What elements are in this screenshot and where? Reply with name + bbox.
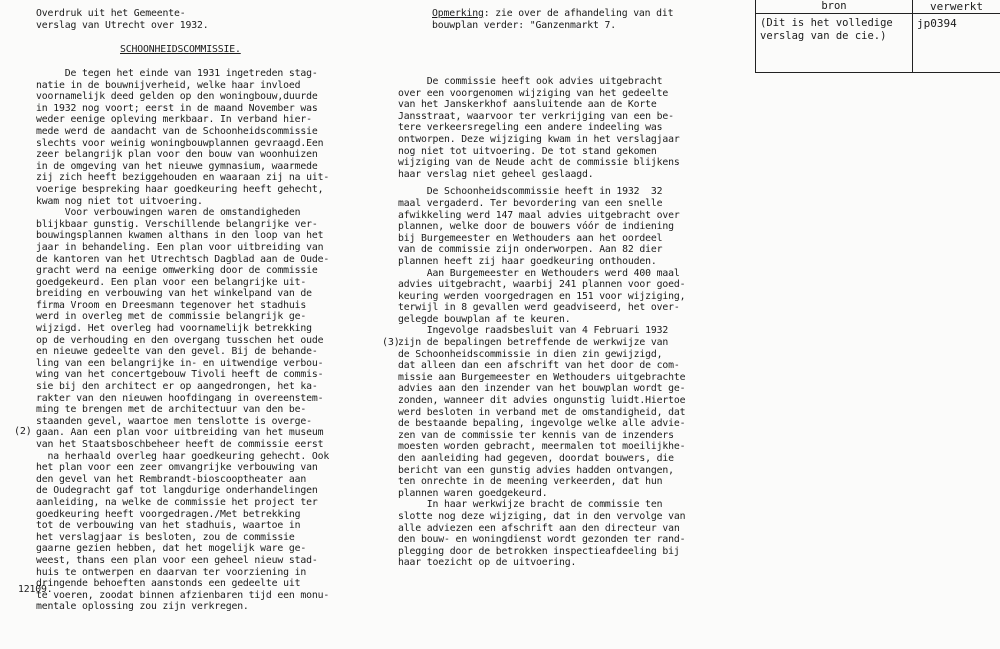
text-line: weest, thans een plan voor een geheel nieuw stad-	[36, 554, 318, 566]
section-title: SCHOONHEIDSCOMMISSIE.	[120, 44, 241, 55]
archive-cell-verwerkt: jp0394	[913, 14, 1000, 73]
note-line-2: bouwplan verder: "Ganzenmarkt 7.	[432, 19, 616, 31]
text-line: missie aan Burgemeester en Wethouders uitgebrachte	[398, 371, 686, 383]
text-line: afwikkeling werd 147 maal advies uitgebracht over	[398, 209, 680, 221]
text-line: De commissie heeft ook advies uitgebracht	[398, 76, 663, 87]
text-line: wing van het concertgebouw Tivoli heeft de commis-	[36, 369, 324, 381]
margin-mark-2: (2)	[14, 426, 32, 437]
text-line: ontworpen. Deze wijziging kwam in het verslagjaar	[398, 133, 680, 145]
text-line: plannen, welke door de bouwers vóór de indiening	[398, 221, 674, 233]
text-line: gaan. Aan een plan voor uitbreiding van het museum	[36, 427, 324, 439]
text-line: firma Vroom en Dreesmann tegenover het stadhuis	[36, 299, 307, 311]
print-source-header	[36, 8, 336, 31]
archive-table	[755, 0, 1000, 73]
text-line: tot de verbouwing van het stadhuis, waartoe in	[36, 520, 301, 532]
text-line: terwijl in 8 gevallen werd geadviseerd, het over-	[398, 302, 680, 314]
text-line: het plan voor een zeer omvangrijke verbouwing van	[36, 462, 318, 474]
archive-cell-bron	[756, 14, 913, 73]
text-line: in de omgeving van het nieuwe gymnasium, waarmede	[36, 160, 318, 172]
text-line: kwam nog niet tot uitvoering.	[36, 195, 203, 207]
text-line: dringende behoeften aanstonds een gedeelte uit	[36, 578, 301, 590]
archive-bron-line-2: verslag van de cie.)	[760, 30, 887, 42]
text-line: ming te brengen met de architectuur van den be-	[36, 404, 307, 416]
text-line: in 1932 nog voort; eerst in de maand November was	[36, 102, 318, 114]
page-number: 12109.	[18, 584, 53, 595]
text-line: werd besloten in verband met de omstandigheid, dat	[398, 406, 686, 418]
text-line: ling van een belangrijke in- en uitwendige verbou-	[36, 357, 324, 369]
text-line: blijkbaar gunstig. Verschillende belangrijke ver-	[36, 218, 318, 230]
text-line: tere verkeersregeling een andere indeeling was	[398, 122, 663, 134]
text-line: zij zich heeft beziggehouden en waaraan zij na uit-	[36, 172, 330, 184]
text-line: slotte nog deze wijziging, dat in den vervolge van	[398, 510, 686, 522]
note-block	[432, 8, 762, 31]
right-column	[398, 76, 748, 569]
text-line: het verslagjaar is besloten, zou de commissie	[36, 531, 295, 543]
text-line: den bouw- en woningdienst wordt gezonden ter rand-	[398, 534, 686, 546]
text-line: wijzigd. Het overleg had voornamelijk betrekking	[36, 323, 312, 335]
text-line: van het Staatsboschbeheer heeft de commissie eerst	[36, 439, 324, 450]
text-line: de bestaande bepaling, ingevolge welke alle advie-	[398, 418, 686, 430]
text-line: breiding en verbouwing van het winkelpand van de	[36, 288, 312, 300]
text-line: en nieuwe gedeelte van den gevel. Bij de behande-	[36, 346, 318, 358]
note-label: Opmerking	[432, 8, 484, 19]
text-line: voerige bespreking haar goedkeuring heeft gehecht,	[36, 183, 324, 195]
text-line: over een voorgenomen wijziging van het gedeelte	[398, 87, 669, 99]
text-line: van de commissie zijn onderworpen. Aan 82 dier	[398, 244, 663, 256]
text-line: voornamelijk deed gelden op den woningbouw,duurde	[36, 91, 318, 103]
text-line: mentale oplossing zou zijn verkregen.	[36, 601, 249, 613]
text-line: dat alleen dan een afschrift van het door de com-	[398, 360, 680, 372]
text-line: Voor verbouwingen waren de omstandigheden	[36, 207, 301, 219]
text-line: advies uitgebracht, waarbij 241 plannen voor goed-	[398, 279, 686, 291]
archive-header-verwerkt: verwerkt	[913, 0, 1000, 14]
header-line-2: verslag van Utrecht over 1932.	[36, 19, 209, 31]
text-line: zeer belangrijk plan voor den bouw van woonhuizen	[36, 149, 318, 161]
left-column	[36, 68, 348, 613]
text-line: natie in de bouwnijverheid, welke haar invloed	[36, 79, 301, 91]
text-line: op de verhouding en den overgang tusschen het oude	[36, 334, 324, 346]
note-text-1: : zie over de afhandeling van dit	[483, 8, 674, 19]
text-line: moesten worden gebracht, meermalen tot moeilijkhe-	[398, 441, 686, 453]
text-line: goedgekeurd. Een plan voor een belangrijke uit-	[36, 276, 307, 288]
text-line: keuring werden voorgedragen en 151 voor wijziging,	[398, 290, 686, 302]
archive-header-bron: bron	[756, 0, 913, 14]
text-line: haar toezicht op de uitvoering.	[398, 557, 577, 569]
text-line: de Schoonheidscommissie in dien zin gewijzigd,	[398, 348, 663, 360]
text-line: gaarne gezien hebben, dat het mogelijk ware ge-	[36, 543, 307, 555]
text-line: te voeren, zoodat binnen afzienbaren tijd een monu-	[36, 589, 330, 601]
text-line: plannen waren goedgekeurd.	[398, 487, 548, 499]
text-line: Ingevolge raadsbesluit van 4 Februari 1932	[398, 325, 669, 337]
text-line: bericht van een gunstig advies hadden ontvangen,	[398, 464, 674, 476]
text-line: Aan Burgemeester en Wethouders werd 400 maal	[398, 267, 680, 279]
text-line: advies aan den inzender van het bouwplan wordt ge-	[398, 383, 686, 395]
text-line: zijn de bepalingen betreffende de werkwijze van	[398, 337, 669, 349]
text-line: weder eenige opleving merkbaar. In verband hier-	[36, 114, 312, 126]
text-line: ten onrechte in de meening verkeerden, dat hun	[398, 476, 663, 488]
margin-mark-3: (3)	[382, 337, 400, 348]
text-line: den gevel van het Rembrandt-bioscooptheater aan	[36, 473, 307, 485]
text-line: aanleiding, na welke de commissie het project ter	[36, 496, 318, 508]
note-line-1	[432, 8, 762, 20]
text-line: haar verslag niet geheel geslaagd.	[398, 168, 594, 180]
text-line: de Oudegracht gaf tot langdurige onderhandelingen	[36, 485, 318, 497]
text-line: bouwingsplannen kwamen althans in den loop van het	[36, 230, 324, 242]
text-line: staanden gevel, waartoe men tenslotte is overge-	[36, 415, 312, 427]
text-line: bij Burgemeester en Wethouders aan het oordeel	[398, 232, 663, 244]
text-line: den aanleiding had gegeven, doordat bouwers, die	[398, 453, 674, 464]
text-line: De Schoonheidscommissie heeft in 1932 32	[398, 186, 663, 198]
text-line: zen van de commissie ter kennis van de inzenders	[398, 429, 674, 441]
text-line: jaar in behandeling. Een plan voor uitbreiding van	[36, 241, 324, 253]
text-line: De tegen het einde van 1931 ingetreden stag-	[36, 68, 318, 79]
text-line: werd in overleg met de commissie belangrijk ge-	[36, 311, 307, 323]
text-line: plannen heeft zij haar goedkeuring onthouden.	[398, 255, 657, 267]
text-line: wijziging van de Neude acht de commissie blijkens	[398, 157, 680, 169]
text-line: Jansstraat, waarvoor ter verkrijging van een be-	[398, 110, 674, 122]
text-line: plegging door de betrokken inspectieafdeeling bij	[398, 545, 680, 557]
paragraph-janskerkhof	[398, 76, 748, 180]
text-line: nog niet tot uitvoering. De tot stand gekomen	[398, 145, 657, 157]
text-line: maal vergaderd. Ter bevordering van een snelle	[398, 197, 663, 209]
text-line: na herhaald overleg haar goedkeuring gehecht. Ook	[36, 450, 330, 462]
text-line: slechts voor weinig woningbouwplannen gevraagd.Een	[36, 137, 324, 149]
text-line: alle adviezen een afschrift aan den directeur van	[398, 522, 680, 534]
archive-bron-line-1: (Dit is het volledige	[760, 17, 893, 29]
text-line: huis te ontwerpen en daarvan ter voorziening in	[36, 566, 307, 578]
text-line: goedkeuring heeft voorgedragen./Met betrekking	[36, 508, 301, 520]
text-line: de kantoren van het Utrechtsch Dagblad aan de Oude-	[36, 253, 330, 265]
text-line: rakter van den nieuwen hoofdingang in overeenstem-	[36, 392, 324, 404]
text-line: gelegde bouwplan af te keuren.	[398, 313, 571, 325]
text-line: gracht werd na eenige omwerking door de commissie	[36, 265, 318, 277]
text-line: van het Janskerkhof aansluitende aan de Korte	[398, 99, 657, 111]
text-line: zonden, wanneer dit advies ongunstig luidt.Hiertoe	[398, 395, 686, 407]
text-line: mede werd de aandacht van de Schoonheidscommissie	[36, 125, 318, 137]
text-line: sie bij den architect er op aangedrongen, het ka-	[36, 381, 318, 393]
text-line: In haar werkwijze bracht de commissie ten	[398, 499, 663, 511]
header-line-1: Overdruk uit het Gemeente-	[36, 8, 186, 19]
paragraph-vergaderingen	[398, 186, 748, 569]
